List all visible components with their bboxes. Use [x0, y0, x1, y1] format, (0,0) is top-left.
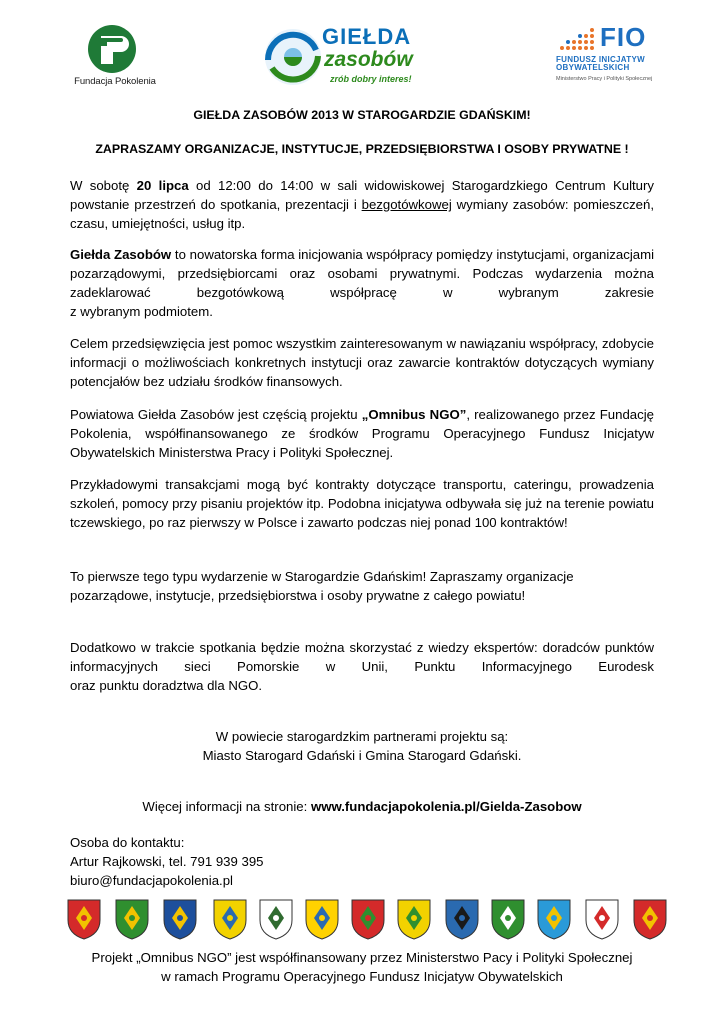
fio-name: FIO	[600, 22, 647, 52]
gielda-slogan: zrób dobry interes!	[330, 74, 412, 84]
crest-tree-icon	[258, 898, 294, 940]
omnibus-ngo-bold: „Omnibus NGO”	[361, 407, 467, 422]
footer	[70, 948, 654, 986]
fio-logo	[556, 22, 666, 92]
globe-swirl-icon	[262, 26, 324, 88]
crest-figure-icon	[490, 898, 526, 940]
gielda-zasobow-bold: Giełda Zasobów	[70, 247, 172, 262]
contact-email[interactable]: biuro@fundacjapokolenia.pl	[70, 873, 233, 888]
crest-face-icon	[444, 898, 480, 940]
crest-green-cross-icon	[114, 898, 150, 940]
crest-stars-icon	[536, 898, 572, 940]
contact-person: Artur Rajkowski, tel. 791 939 395	[70, 854, 264, 869]
crest-griffin-icon	[584, 898, 620, 940]
fio-dots-icon	[558, 28, 596, 52]
zasobow-title: zasobów	[324, 48, 413, 71]
fundacja-pokolenia-mark-icon	[87, 24, 137, 74]
event-date: 20 lipca	[136, 178, 189, 193]
paragraph-examples: Przykładowymi transakcjami mogą być kontrakty dotyczące transportu, cateringu, prowadzenia szkoleń, pomocy przy pisaniu projektów itp. Podobna inicjatywa odbywała się już na terenie powiatu tczewskiego, po raz pierwszy w Polsce i zawarto podczas niej ponad 100 kontraktów!	[70, 477, 654, 530]
crest-wheel-icon	[632, 898, 668, 940]
crest-chevrons-icon	[212, 898, 248, 940]
footer-line2: w ramach Programu Operacyjnego Fundusz Inicjatyw Obywatelskich	[161, 969, 563, 984]
gielda-zasobow-logo	[262, 22, 434, 92]
paragraph-invitation: To pierwsze tego typu wydarzenie w Starogardzie Gdańskim! Zapraszamy organizacje pozarządowe, instytucje, przedsiębiorstwa i osoby prywatne z całego powiatu!	[70, 569, 574, 603]
partners-block: W powiecie starogardzkim partnerami projektu są: Miasto Starogard Gdański i Gmina Starogard Gdański.	[202, 729, 522, 763]
footer-line1: Projekt „Omnibus NGO” jest współfinansowany przez Ministerstwo Pacy i Polityki Społecznej	[91, 950, 633, 965]
gielda-title: GIEŁDA	[322, 24, 412, 49]
crest-ears-icon	[350, 898, 386, 940]
fio-line1: FUNDUSZ INICJATYW OBYWATELSKICH	[556, 55, 645, 72]
contact-label: Osoba do kontaktu:	[70, 835, 185, 850]
main-heading: GIEŁDA ZASOBÓW 2013 W STAROGARDZIE GDAŃSKIM!	[193, 108, 531, 122]
fundacja-pokolenia-caption: Fundacja Pokolenia	[74, 76, 156, 87]
website-link[interactable]: www.fundacjapokolenia.pl/Gielda-Zasobow	[310, 799, 582, 814]
crest-gold-cross-icon	[66, 898, 102, 940]
fio-line3: Ministerstwo Pracy i Polityki Społecznej	[556, 76, 653, 82]
crest-blue-snake-icon	[304, 898, 340, 940]
paragraph-definition: Giełda Zasobów to nowatorska forma inicjowania współpracy pomiędzy instytucjami, organizacjami pozarządowymi, przedsiębiorcami oraz osobami prywatnymi. Podczas wydarzenia można zadeklarować bezgotówkową współpracę w wybranym zakresie z wybranym podmiotem.	[70, 247, 654, 319]
crest-z-river-icon	[396, 898, 432, 940]
underlined-word: bezgotówkowej	[361, 197, 452, 212]
paragraph-event-details: W sobotę 20 lipca od 12:00 do 14:00 w sali widowiskowej Starogardzkiego Centrum Kultury powstanie przestrzeń do spotkania, prezentacji i bezgotówkowej wymiany zasobów: pomieszczeń, czasu, umiejętności, usług itp.	[70, 178, 654, 231]
paragraph-goal: Celem przedsięwzięcia jest pomoc wszystkim zainteresowanym w nawiązaniu współpracy, zdobycie informacji o możliwościach konkretnych instytucji oraz zawarcie kontraktów dotyczących wymiany potencjałów bez udziału środków finansowych.	[70, 336, 654, 389]
paragraph-experts: Dodatkowo w trakcie spotkania będzie można skorzystać z wiedzy ekspertów: doradców punktów informacyjnych sieci Pomorskie w Unii, Punktu Informacyjnego Eurodesk oraz punktu doradztwa dla NGO.	[70, 640, 654, 693]
invitation-heading: ZAPRASZAMY ORGANIZACJE, INSTYTUCJE, PRZEDSIĘBIORSTWA I OSOBY PRYWATNE !	[95, 142, 629, 156]
fundacja-pokolenia-logo	[70, 24, 160, 90]
more-info-line: Więcej informacji na stronie: www.fundacjapokolenia.pl/Gielda-Zasobow	[142, 799, 582, 814]
paragraph-project: Powiatowa Giełda Zasobów jest częścią projektu „Omnibus NGO”, realizowanego przez Fundację Pokolenia, współfinansowanego ze środków Programu Operacyjnego Fundusz Inicjatyw Obywatelskich Ministerstwa Pracy i Polityki Społecznej.	[70, 407, 654, 460]
contact-block	[70, 833, 654, 890]
municipality-crests	[66, 898, 662, 944]
crest-bishop-icon	[162, 898, 198, 940]
